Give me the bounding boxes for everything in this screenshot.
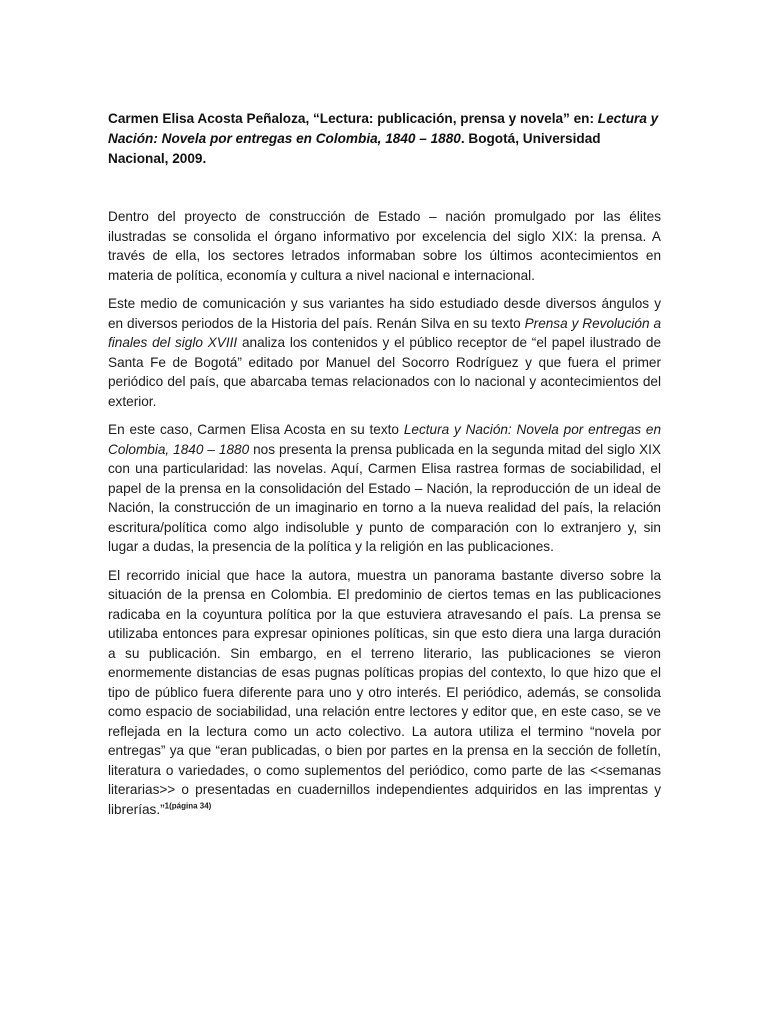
- paragraph-2-text-a: Este medio de comunicación y sus variantes ha sido estudiado desde diversos ángulos y en diversos periodos de la Historia del país. Renán Silva en su texto: [108, 296, 661, 331]
- paragraph-4-text: El recorrido inicial que hace la autora, muestra un panorama bastante diverso sobre la situación de la prensa en Colombia. El predominio de ciertos temas en las publicaciones radicaba en la coyuntura política por la que estuviera atravesando el país. La prensa se utilizaba entonces para expresar opiniones políticas, sin que esto diera una larga duración a su publicación. Sin embargo, en el terreno literario, las publicaciones se vieron enormemente distancias de esas pugnas políticas propias del contexto, lo que hizo que el tipo de público fuera diferente para uno y otro interés. El periódico, además, se consolida como espacio de sociabilidad, una relación entre lectores y editor que, en este caso, se ve reflejada en la lectura como un acto colectivo. La autora utiliza el termino “novela por entregas” ya que “eran publicadas, o bien por partes en la prensa en la sección de folletín, literatura o variedades, o como suplementos del periódico, como parte de las <<semanas literarias>> o presentadas en cuadernillos independientes adquiridos en las imprentas y librerías.”: [108, 567, 661, 817]
- citation-publisher: . Bogotá, Universidad Nacional, 2009.: [108, 131, 601, 166]
- paragraph-3-text-a: En este caso, Carmen Elisa Acosta en su texto: [108, 422, 404, 437]
- paragraph-4: [108, 566, 661, 820]
- citation-author-chapter: Carmen Elisa Acosta Peñaloza, “Lectura: publicación, prensa y novela” en:: [108, 111, 595, 126]
- paragraph-3: [108, 420, 661, 557]
- paragraph-3-italic-title: Lectura y Nación: Novela por entregas en Colombia, 1840 – 1880: [108, 422, 662, 457]
- paragraph-2-italic-title: Prensa y Revolución a finales del siglo XVIII: [108, 315, 662, 350]
- paragraph-2-text-b: analiza los contenidos y el público receptor de “el papel ilustrado de Santa Fe de Bogotá” editado por Manuel del Socorro Rodríguez y que fuera el primer periódico del país, que abarcaba temas relacionados con lo nacional y acontecimientos del exterior.: [108, 335, 662, 409]
- footnote-reference[interactable]: 1(página 34): [164, 800, 212, 810]
- citation-book-title: Lectura y Nación: Novela por entregas en Colombia, 1840 – 1880: [108, 111, 659, 146]
- paragraph-2: [108, 294, 661, 411]
- review-body: [108, 207, 661, 828]
- paragraph-3-text-b: nos presenta la prensa publicada en la segunda mitad del siglo XIX con una particularidad: las novelas. Aquí, Carmen Elisa rastrea formas de sociabilidad, el papel de la prensa en la consolidación del Estado – Nación, la reproducción de un ideal de Nación, la construcción de un imaginario en torno a la nueva realidad del país, la relación escritura/política como algo indisoluble y punto de comparación con lo extranjero y, sin lugar a dudas, la presencia de la política y la religión en las publicaciones.: [108, 441, 661, 554]
- bibliographic-citation: [108, 109, 663, 169]
- paragraph-1: Dentro del proyecto de construcción de Estado – nación promulgado por las élites ilustradas se consolida el órgano informativo por excelencia del siglo XIX: la prensa. A través de ella, los sectores letrados informaban sobre los últimos acontecimientos en materia de política, economía y cultura a nivel nacional e internacional.: [108, 209, 661, 283]
